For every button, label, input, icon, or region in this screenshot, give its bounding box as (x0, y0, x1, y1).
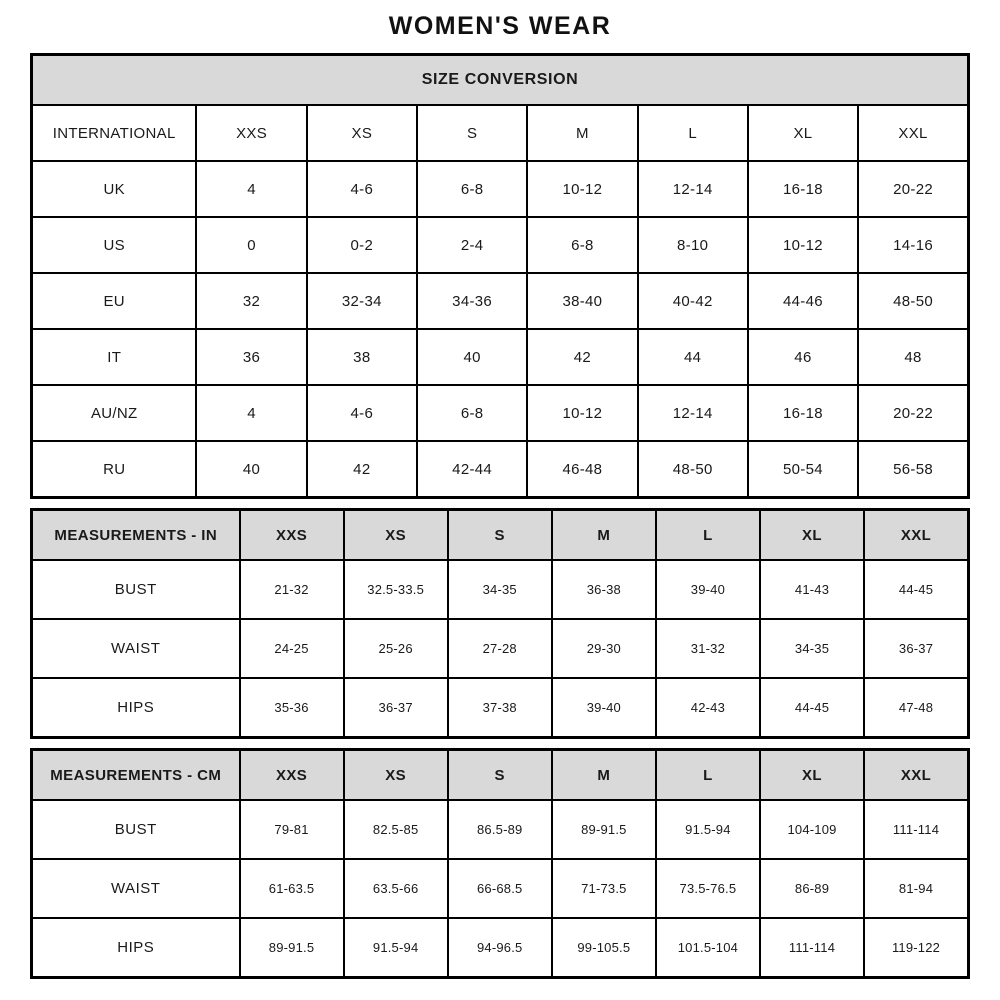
value-cell: 6-8 (417, 385, 527, 441)
value-cell: 86.5-89 (448, 800, 552, 859)
value-cell: 44-45 (864, 560, 968, 619)
row-label: RU (32, 441, 197, 498)
value-cell: 16-18 (748, 385, 858, 441)
value-cell: 0 (196, 217, 306, 273)
value-cell: 42-44 (417, 441, 527, 498)
table-row-ru (32, 441, 969, 498)
value-cell: 12-14 (638, 385, 748, 441)
value-cell: 42-43 (656, 678, 760, 738)
table-row-eu (32, 273, 969, 329)
value-cell: 4 (196, 161, 306, 217)
value-cell: 31-32 (656, 619, 760, 678)
size-col-s: S (448, 510, 552, 561)
value-cell: 8-10 (638, 217, 748, 273)
value-cell: 20-22 (858, 385, 968, 441)
value-cell: 32-34 (307, 273, 417, 329)
value-cell: 36-38 (552, 560, 656, 619)
value-cell: 4 (196, 385, 306, 441)
value-cell: 21-32 (240, 560, 344, 619)
value-cell: 37-38 (448, 678, 552, 738)
value-cell: 38 (307, 329, 417, 385)
table-title-row (32, 55, 969, 106)
value-cell: 99-105.5 (552, 918, 656, 978)
value-cell: 35-36 (240, 678, 344, 738)
value-cell: 24-25 (240, 619, 344, 678)
size-col-m: M (552, 750, 656, 801)
table-row-aunz (32, 385, 969, 441)
size-col-xxl: XXL (864, 750, 968, 801)
size-col-m: M (527, 105, 637, 161)
value-cell: 47-48 (864, 678, 968, 738)
value-cell: 44 (638, 329, 748, 385)
value-cell: 10-12 (527, 385, 637, 441)
size-col-xxs: XXS (196, 105, 306, 161)
value-cell: 66-68.5 (448, 859, 552, 918)
value-cell: 101.5-104 (656, 918, 760, 978)
measurements-in-table (30, 508, 970, 739)
table-row-waist-cm (32, 859, 969, 918)
row-label: UK (32, 161, 197, 217)
table-row-bust-cm (32, 800, 969, 859)
value-cell: 34-35 (448, 560, 552, 619)
value-cell: 40 (196, 441, 306, 498)
size-col-xxl: XXL (858, 105, 968, 161)
value-cell: 86-89 (760, 859, 864, 918)
row-label: US (32, 217, 197, 273)
value-cell: 42 (527, 329, 637, 385)
value-cell: 25-26 (344, 619, 448, 678)
size-header-row (32, 105, 969, 161)
table-row-hips-in (32, 678, 969, 738)
measurements-in-header-row (32, 510, 969, 561)
value-cell: 119-122 (864, 918, 968, 978)
size-col-m: M (552, 510, 656, 561)
size-col-xxs: XXS (240, 510, 344, 561)
value-cell: 89-91.5 (240, 918, 344, 978)
size-col-xl: XL (760, 750, 864, 801)
measurements-cm-title: MEASUREMENTS - CM (32, 750, 240, 801)
value-cell: 0-2 (307, 217, 417, 273)
value-cell: 48-50 (638, 441, 748, 498)
row-label: HIPS (32, 918, 240, 978)
row-label: AU/NZ (32, 385, 197, 441)
value-cell: 61-63.5 (240, 859, 344, 918)
value-cell: 10-12 (527, 161, 637, 217)
row-label: WAIST (32, 619, 240, 678)
row-header-international: INTERNATIONAL (32, 105, 197, 161)
value-cell: 6-8 (417, 161, 527, 217)
table-row-us (32, 217, 969, 273)
table-row-hips-cm (32, 918, 969, 978)
measurements-in-title: MEASUREMENTS - IN (32, 510, 240, 561)
table-row-uk (32, 161, 969, 217)
value-cell: 4-6 (307, 385, 417, 441)
row-label: IT (32, 329, 197, 385)
size-col-xxs: XXS (240, 750, 344, 801)
value-cell: 91.5-94 (344, 918, 448, 978)
value-cell: 40-42 (638, 273, 748, 329)
value-cell: 36 (196, 329, 306, 385)
measurements-cm-table (30, 748, 970, 979)
value-cell: 2-4 (417, 217, 527, 273)
value-cell: 48-50 (858, 273, 968, 329)
table-row-waist-in (32, 619, 969, 678)
value-cell: 94-96.5 (448, 918, 552, 978)
value-cell: 81-94 (864, 859, 968, 918)
size-col-l: L (638, 105, 748, 161)
value-cell: 56-58 (858, 441, 968, 498)
value-cell: 16-18 (748, 161, 858, 217)
size-col-xs: XS (307, 105, 417, 161)
value-cell: 41-43 (760, 560, 864, 619)
value-cell: 36-37 (344, 678, 448, 738)
value-cell: 12-14 (638, 161, 748, 217)
size-col-l: L (656, 510, 760, 561)
measurements-cm-header-row (32, 750, 969, 801)
size-col-s: S (448, 750, 552, 801)
value-cell: 79-81 (240, 800, 344, 859)
value-cell: 50-54 (748, 441, 858, 498)
value-cell: 48 (858, 329, 968, 385)
page-title: WOMEN'S WEAR (388, 12, 612, 40)
size-col-l: L (656, 750, 760, 801)
value-cell: 14-16 (858, 217, 968, 273)
row-label: HIPS (32, 678, 240, 738)
value-cell: 10-12 (748, 217, 858, 273)
table-row-it (32, 329, 969, 385)
value-cell: 42 (307, 441, 417, 498)
size-col-s: S (417, 105, 527, 161)
value-cell: 20-22 (858, 161, 968, 217)
value-cell: 82.5-85 (344, 800, 448, 859)
value-cell: 104-109 (760, 800, 864, 859)
size-conversion-table (30, 53, 970, 499)
value-cell: 73.5-76.5 (656, 859, 760, 918)
value-cell: 32 (196, 273, 306, 329)
value-cell: 63.5-66 (344, 859, 448, 918)
table-row-bust-in (32, 560, 969, 619)
value-cell: 4-6 (307, 161, 417, 217)
row-label: BUST (32, 560, 240, 619)
value-cell: 111-114 (760, 918, 864, 978)
value-cell: 40 (417, 329, 527, 385)
row-label: WAIST (32, 859, 240, 918)
value-cell: 91.5-94 (656, 800, 760, 859)
size-col-xs: XS (344, 510, 448, 561)
value-cell: 32.5-33.5 (344, 560, 448, 619)
size-col-xl: XL (760, 510, 864, 561)
value-cell: 34-36 (417, 273, 527, 329)
size-col-xs: XS (344, 750, 448, 801)
value-cell: 36-37 (864, 619, 968, 678)
size-col-xxl: XXL (864, 510, 968, 561)
value-cell: 89-91.5 (552, 800, 656, 859)
value-cell: 71-73.5 (552, 859, 656, 918)
value-cell: 34-35 (760, 619, 864, 678)
value-cell: 44-45 (760, 678, 864, 738)
value-cell: 29-30 (552, 619, 656, 678)
value-cell: 46 (748, 329, 858, 385)
value-cell: 6-8 (527, 217, 637, 273)
value-cell: 38-40 (527, 273, 637, 329)
value-cell: 27-28 (448, 619, 552, 678)
value-cell: 111-114 (864, 800, 968, 859)
size-conversion-title: SIZE CONVERSION (32, 55, 969, 106)
value-cell: 44-46 (748, 273, 858, 329)
value-cell: 46-48 (527, 441, 637, 498)
size-col-xl: XL (748, 105, 858, 161)
value-cell: 39-40 (656, 560, 760, 619)
row-label: EU (32, 273, 197, 329)
value-cell: 39-40 (552, 678, 656, 738)
row-label: BUST (32, 800, 240, 859)
